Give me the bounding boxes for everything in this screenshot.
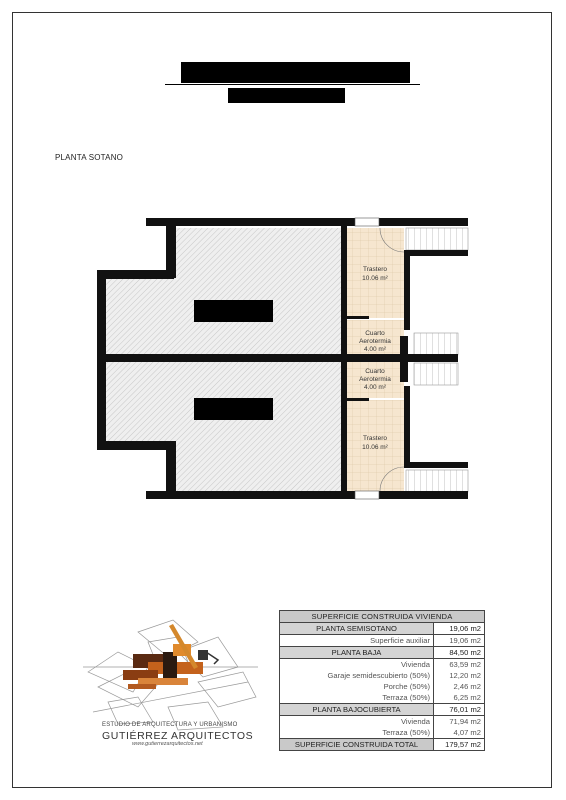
stair-middle-top (414, 333, 458, 355)
row-label: Garaje semidescubierto (50%) (280, 670, 434, 681)
table-section-row (280, 623, 485, 635)
table-row (280, 716, 485, 728)
table-row (280, 692, 485, 704)
row-value: 4,07 m2 (434, 727, 485, 739)
redacted-label-bottom (194, 398, 273, 420)
row-label: Porche (50%) (280, 681, 434, 692)
room-name-cuarto-top-1: Cuarto (365, 330, 385, 337)
row-value: 2,46 m2 (434, 681, 485, 692)
plan-label: PLANTA SOTANO (55, 153, 124, 162)
room-area-trastero-bottom: 10.06 m² (362, 444, 388, 451)
room-name-cuarto-bottom-2: Aerotermia (359, 376, 391, 383)
section-value: 84,50 m2 (434, 647, 485, 659)
section-label: PLANTA BAJA (280, 647, 434, 659)
table-row (280, 659, 485, 671)
table-header-row (280, 611, 485, 623)
section-label: PLANTA BAJOCUBIERTA (280, 704, 434, 716)
table-row (280, 635, 485, 647)
firm-studio-line: ESTUDIO DE ARQUITECTURA Y URBANISMO (102, 722, 238, 728)
table-row (280, 681, 485, 692)
total-value: 179,57 m2 (434, 739, 485, 751)
row-label: Terraza (50%) (280, 727, 434, 739)
firm-website: www.gutierrezarquitectos.net (132, 741, 203, 747)
redacted-label-top (194, 300, 273, 322)
room-name-trastero-top: Trastero (363, 266, 387, 273)
room-area-cuarto-top: 4.00 m² (363, 346, 387, 353)
total-label: SUPERFICIE CONSTRUIDA TOTAL (280, 739, 434, 751)
row-value: 19,06 m2 (434, 635, 485, 647)
table-section-row (280, 647, 485, 659)
section-value: 76,01 m2 (434, 704, 485, 716)
row-label: Superficie auxiliar (280, 635, 434, 647)
row-label: Vivienda (280, 659, 434, 671)
tiled-room-trastero-top (347, 228, 404, 318)
room-area-trastero-top: 10.06 m² (362, 275, 388, 282)
stair-bottom-right (406, 470, 468, 492)
table-title: SUPERFICIE CONSTRUIDA VIVIENDA (280, 611, 485, 623)
row-value: 71,94 m2 (434, 716, 485, 728)
row-label: Terraza (50%) (280, 692, 434, 704)
room-area-cuarto-bottom: 4.00 m² (363, 384, 387, 391)
table-row (280, 727, 485, 739)
section-label: PLANTA SEMISOTANO (280, 623, 434, 635)
row-value: 12,20 m2 (434, 670, 485, 681)
surface-table (279, 610, 485, 751)
room-name-cuarto-bottom-1: Cuarto (365, 368, 385, 375)
room-name-cuarto-top-2: Aerotermia (359, 338, 391, 345)
room-name-trastero-bottom: Trastero (363, 435, 387, 442)
table-section-row (280, 704, 485, 716)
row-label: Vivienda (280, 716, 434, 728)
table-row (280, 670, 485, 681)
stair-top-right (406, 228, 468, 250)
section-value: 19,06 m2 (434, 623, 485, 635)
stair-middle-bottom (414, 363, 458, 385)
row-value: 6,25 m2 (434, 692, 485, 704)
row-value: 63,59 m2 (434, 659, 485, 671)
table-total-row (280, 739, 485, 751)
firm-name: GUTIÉRREZ ARQUITECTOS (102, 730, 254, 742)
